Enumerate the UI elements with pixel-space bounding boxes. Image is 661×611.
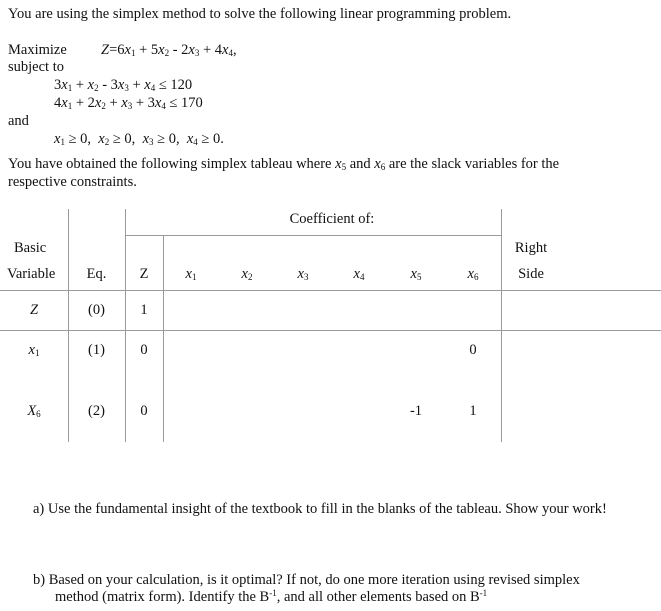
question-b-line1: b) Based on your calculation, is it optimal? If not, do one more iteration using revised simplex [33, 572, 580, 588]
row2-x5: -1 [409, 403, 423, 419]
x3-column-header: $x_3$ [297, 266, 309, 282]
grid-line [0, 290, 661, 291]
x6-column-header: $x_6$ [467, 266, 479, 282]
grid-line [0, 330, 661, 331]
row2-eq: (2) [88, 403, 105, 419]
question-a: a) Use the fundamental insight of the textbook to fill in the blanks of the tableau. Show your work! [33, 501, 607, 517]
variable-header: Variable [7, 266, 56, 282]
x2-column-header: $x_2$ [241, 266, 253, 282]
tableau-description-line1: You have obtained the following simplex tableau where $x_5$ and $x_6$ are the slack variables for the [8, 156, 560, 172]
nonnegativity-constraints: $x_1 \ge 0$, $x_2 \ge 0$, $x_3 \ge 0$, $x_4 \ge 0$. [54, 131, 224, 147]
eq-header: Eq. [86, 266, 107, 282]
constraint-1: $3x_1 + x_2 - 3x_3 + x_4 \le 120$ [54, 77, 193, 93]
row2-basic-variable: $X_6$ [27, 403, 41, 419]
x5-column-header: $x_5$ [410, 266, 422, 282]
intro-text: You are using the simplex method to solve the following linear programming problem. [8, 6, 512, 22]
subject-to-label: subject to [8, 59, 64, 75]
grid-line [125, 235, 501, 236]
tableau-description-line2: respective constraints. [8, 174, 137, 190]
coefficient-header: Coefficient of: [289, 211, 375, 227]
constraint-2: $4x_1 + 2x_2 + x_3 + 3x_4 \le 170$ [54, 95, 203, 111]
question-b-line2: method (matrix form). Identify the $B^{-1}$, and all other elements based on $B^{-1}$ [55, 588, 488, 605]
maximize-label: Maximize [8, 42, 67, 58]
row1-x6: 0 [469, 342, 477, 358]
right-side-header-2: Side [518, 266, 544, 282]
row0-z: 1 [140, 302, 148, 318]
row2-x6: 1 [469, 403, 477, 419]
row1-z: 0 [140, 342, 148, 358]
row1-eq: (1) [88, 342, 105, 358]
x1-column-header: $x_1$ [185, 266, 197, 282]
basic-header: Basic [14, 240, 47, 256]
and-label: and [8, 113, 29, 129]
objective-function: $Z=6x_1 + 5x_2 - 2x_3 + 4x_4$, [101, 42, 237, 58]
x4-column-header: $x_4$ [353, 266, 365, 282]
row2-z: 0 [140, 403, 148, 419]
z-column-header: Z [139, 266, 149, 282]
row0-basic-variable: Z [29, 302, 39, 318]
row1-basic-variable: $x_1$ [28, 342, 40, 358]
right-side-header: Right [514, 240, 548, 256]
row0-eq: (0) [88, 302, 105, 318]
